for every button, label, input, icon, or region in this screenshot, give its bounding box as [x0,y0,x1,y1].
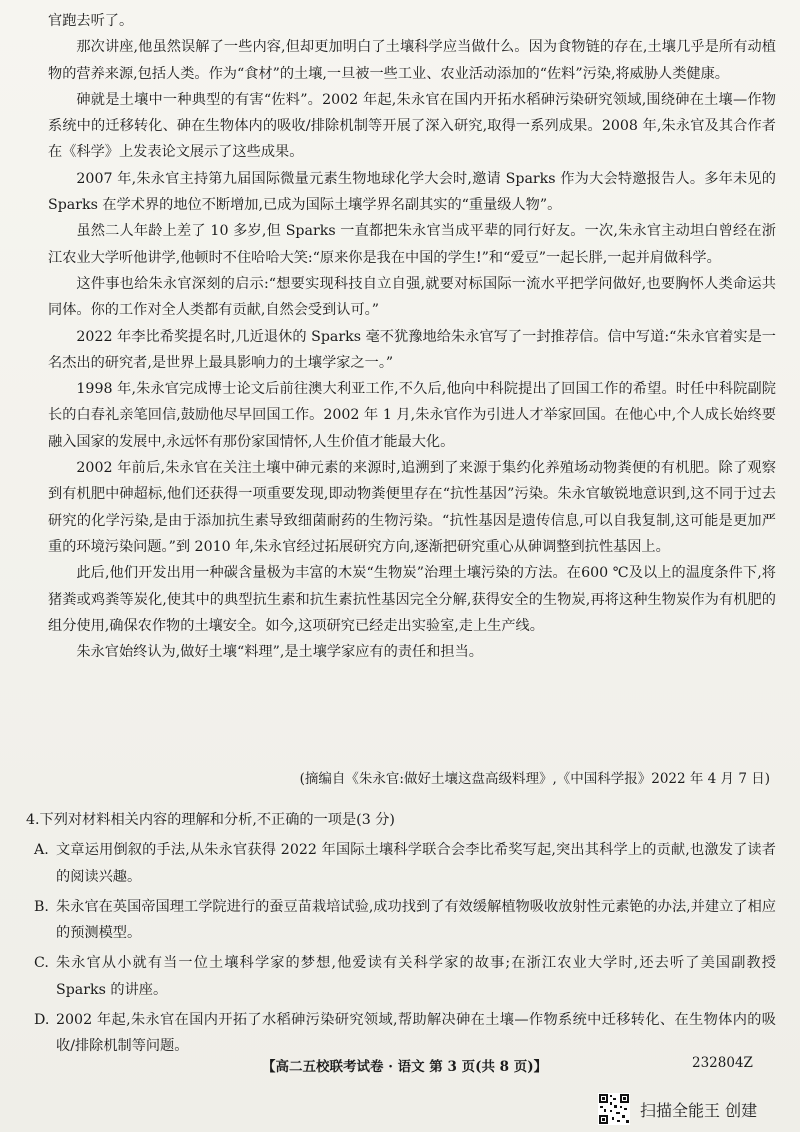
article-paragraph: 朱永官始终认为,做好土壤“料理”,是土壤学家应有的责任和担当。 [76,644,483,661]
qr-code-icon [598,1093,630,1125]
article-paragraph: 2002 年前后,朱永官在关注土壤中砷元素的来源时,追溯到了来源于集约化养殖场动物粪便的有机肥。除了观察到有机肥中砷超标,他们还获得一项重要发现,即动物粪便里存在“抗性基因”污染。朱永官敏锐地意识到,这不同于过去研究的化学污染,是由于添加抗生素导致细菌耐药的生物污染。“抗性基因是遗传信息,可以自我复制,这可能是更加严重的环境污染问题。”到 2010 年,朱永官经过拓展研究方向,逐渐把研究重心从砷调整到抗性基因上。 [48,460,776,555]
option-text: 文章运用倒叙的手法,从朱永官获得 2022 年国际土壤科学联合会李比希奖写起,突出其科学上的贡献,也激发了读者的阅读兴趣。 [56,842,776,885]
option-c [26,950,776,1003]
option-text: 朱永官从小就有当一位土壤科学家的梦想,他爱读有关科学家的故事;在浙江农业大学时,还去听了美国副教授 Sparks 的讲座。 [56,955,776,998]
question-title: 4.下列对材料相关内容的理解和分析,不正确的一项是(3 分) [26,812,395,828]
article-paragraph: 2007 年,朱永官主持第九届国际微量元素生物地球化学大会时,邀请 Sparks 作为大会特邀报告人。多年未见的 Sparks 在学术界的地位不断增加,已成为国际土壤学界名副其实的“重量级人物”。 [48,170,776,214]
article-paragraph: 2022 年李比希奖提名时,几近退休的 Sparks 毫不犹豫地给朱永官写了一封推荐信。信中写道:“朱永官着实是一名杰出的研究者,是世界上最具影响力的土壤学家之一。” [48,328,776,371]
page-footer [0,1055,800,1079]
option-a [26,837,776,890]
article-paragraph: 此后,他们开发出用一种碳含量极为丰富的木炭“生物炭”治理土壤污染的方法。在600 ℃及以上的温度条件下,将猪粪或鸡粪等炭化,使其中的典型抗生素和抗生素抗性基因完全分解,获得安全的生物炭,再将这种生物炭作为有机肥的组分使用,确保农作物的土壤安全。如今,这项研究已经走出实验室,走上生产线。 [48,565,776,634]
option-text: 朱永官在英国帝国理工学院进行的蚕豆苗栽培试验,成功找到了有效缓解植物吸收放射性元素铯的办法,并建立了相应的预测模型。 [56,898,776,942]
article-paragraph: 官跑去听了。 [48,13,134,29]
article-paragraph: 虽然二人年龄上差了 10 多岁,但 Sparks 一直都把朱永官当成平辈的同行好友。一次,朱永官主动坦白曾经在浙江农业大学听他讲学,他顿时不住哈哈大笑:“原来你是我在中国的学生!”和“爱豆”一起长胖,一起并肩做科学。 [48,223,776,266]
article-paragraph: 1998 年,朱永官完成博士论文后前往澳大利亚工作,不久后,他向中科院提出了回国工作的希望。时任中科院副院长的白春礼亲笔回信,鼓励他尽早回国工作。2002 年 1 月,朱永官作为引进人才举家回国。在他心中,个人成长始终要融入国家的发展中,永远怀有那份家国情怀,人生价值才能最大化。 [48,381,776,450]
option-letter: D. [34,1012,50,1029]
footer-code: 232804Z [692,1055,753,1071]
article-paragraph: 砷就是土壤中一种典型的有害“佐料”。2002 年起,朱永官在国内开拓水稻砷污染研究领域,围绕砷在土壤—作物系统中的迁移转化、砷在生物体内的吸收/排除机制等开展了深入研究,取得一系列成果。2008 年,朱永官及其合作者在《科学》上发表论文展示了这些成果。 [48,91,776,161]
option-letter: A. [34,842,49,859]
question-4 [26,807,776,1060]
article-body [48,8,776,665]
option-d [26,1007,776,1060]
watermark-text: 扫描全能王 创建 [640,1100,758,1120]
article-paragraph: 那次讲座,他虽然误解了一些内容,但却更加明白了土壤科学应当做什么。因为食物链的存在,土壤几乎是所有动植物的营养来源,包括人类。作为“食材”的土壤,一旦被一些工业、农业活动添加的“佐料”污染,将威胁人类健康。 [48,39,776,82]
article-source: (摘编自《朱永官:做好土壤这盘高级料理》,《中国科学报》2022 年 4 月 7 日) [299,771,770,787]
option-letter: B. [34,898,49,915]
option-text: 2002 年起,朱永官在国内开拓了水稻砷污染研究领域,帮助解决砷在土壤—作物系统中迁移转化、在生物体内的吸收/排除机制等问题。 [56,1012,776,1055]
footer-exam-info: 【高二五校联考试卷 · 语文 第 3 页(共 8 页)】 [262,1059,548,1075]
scanner-watermark [598,1092,798,1126]
article-paragraph: 这件事也给朱永官深刻的启示:“想要实现科技自立自强,就要对标国际一流水平把学问做好,也要胸怀人类命运共同体。你的工作对全人类都有贡献,自然会受到认可。” [48,275,776,319]
option-letter: C. [34,955,49,972]
option-b [26,894,776,947]
